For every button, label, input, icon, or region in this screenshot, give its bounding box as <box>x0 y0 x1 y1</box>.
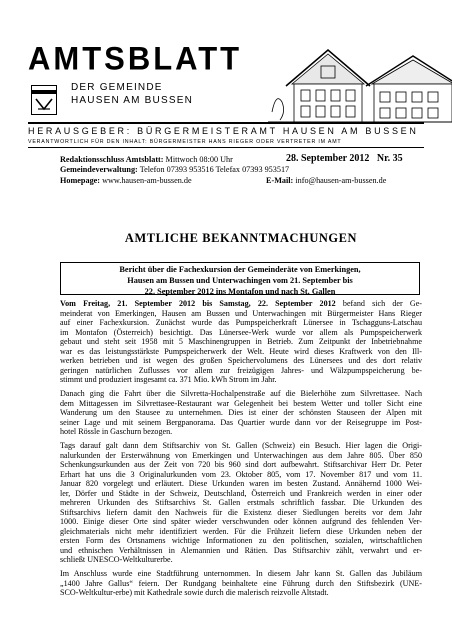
paragraph-line: „1400 Jahre Gallus“ feiern. Der Rundgang beinhaltete eine Führung durch den Stiftsbezirk (UNE- <box>60 578 422 588</box>
article-paragraph <box>60 441 422 565</box>
paragraph-line: Stiftsarchivs liefern damit den Nachweis für die Existenz dieser Siedlungen bereits vor dem Jahr <box>60 507 422 517</box>
administration-phone: Telefon 07393 953516 Telefax 07393 953517 <box>139 165 290 175</box>
publisher-line: HERAUSGEBER: BÜRGERMEISTERAMT HAUSEN AM BUSSEN <box>28 126 419 136</box>
report-heading-line: 22. September 2012 ins Montafon und nach St. Gallen <box>144 286 336 296</box>
paragraph-line: Januar 820 vorgelegt und erläutert. Diese Urkunden waren im besten Zustand. Annähernd 1000 Wei- <box>60 479 422 488</box>
paragraph-line: schließt UNESCO-Weltkulturerbe. <box>60 555 173 564</box>
paragraph-line: Im Anschluss wurde eine Stadtführung unternommen. In diesem Jahr kann St. Gallen das Jubiläum <box>60 569 422 578</box>
paragraph-line: im Montafon (Österreich) besichtigt. Das Lünersee-Werk wurde vor allem als Pumpspeicherwerk <box>60 327 422 337</box>
paragraph-line: 1000. Einige dieser Orte sind später wieder verschwunden oder können aufgrund des fehlenden Ver- <box>60 517 422 526</box>
paragraph-line: Erhart hat uns die 3 Originalurkunden vom 23. Oktober 805, vom 17. November 817 und vom 11. <box>60 469 422 479</box>
paragraph-line: hotel Rössle in Gaschurn bezogen. <box>60 427 173 436</box>
deadline-label: Redaktionsschluss Amtsblatt: <box>60 155 164 164</box>
paragraph-line: gebaut und steht seit 1958 mit 5 Maschinengruppen in Betrieb. Zum Zeitpunkt der Inbetriebnahme <box>60 337 422 346</box>
town-hall-illustration <box>268 42 452 124</box>
paragraph-line: mehreren Urkunden des Stiftsarchivs St. Gallen erstmals schriftlich fassbar. Die Urkunden des <box>60 498 422 507</box>
paragraph-line: nalurkunden der Ersterwähnung von Emerkingen und Unterwachingen aus dem Jahre 805. Über 850 <box>60 450 422 460</box>
report-heading-line: Bericht über die Fachexkursion der Gemeinderäte von Emerkingen, <box>119 265 361 274</box>
paragraph-line: ersten Form des Ortsnamens wichtige Informationen zu den politischen, sozialen, wirtschaftlichen <box>60 536 422 545</box>
article-paragraph <box>60 299 422 385</box>
issue-info <box>60 155 422 186</box>
paragraph-line: SCO-Weltkultur-erbe) mit Kathedrale sowie durch die malerisch reizvolle Altstadt. <box>60 588 329 597</box>
section-title: AMTLICHE BEKANNTMACHUNGEN <box>124 231 358 245</box>
bottom-rule <box>28 147 424 148</box>
homepage-label: Homepage: <box>60 175 101 185</box>
responsible-line: VERANTWORTLICH FÜR DEN INHALT: BÜRGERMEISTER HANS RIEGER ODER VERTRETER IM AMT <box>28 139 342 145</box>
masthead-der-gemeinde: DER GEMEINDE <box>71 82 163 93</box>
paragraph-line: dem Mittagessen im Silvrettasee-Restaurant war Gelegenheit bei bestem Wetter und toller Sicht eine <box>60 398 422 408</box>
masthead-title: AMTSBLATT <box>28 40 243 77</box>
article-body <box>60 299 422 602</box>
report-heading-line: Hausen am Bussen und Unterwachingen vom 21. September bis <box>127 275 353 285</box>
paragraph-line: und ethnischen Verhältnissen in Alemannien und Rätien. Das Stiftsarchiv zählt, verwahrt und er- <box>60 545 422 555</box>
paragraph-line: seiner Lage und mit seinem Bergpanorama. Das Quartier wurde dann vor der Reisegruppe im Post- <box>60 417 422 427</box>
masthead-municipality: HAUSEN AM BUSSEN <box>71 95 194 106</box>
top-rule <box>28 122 424 124</box>
paragraph-line: Wanderung um den Stausee zu unternehmen. Dies ist einer der schönsten Stauseen der Alpen mit <box>60 408 422 417</box>
paragraph-line: geringen natürlichen Zuflusses vor allem zur freizügigen Jahres- und Wälzpumpspeicherung be- <box>60 365 422 375</box>
paragraph-line: Tags darauf galt dann dem Stiftsarchiv von St. Gallen (Schweiz) ein Besuch. Hier lagen die Origi- <box>60 441 422 450</box>
email-link[interactable]: info@hausen-am-bussen.de <box>295 175 387 185</box>
paragraph-line: Danach ging die Fahrt über die Silvretta-Hochalpenstraße auf die Bielerhöhe zum Silvrettasee. Nach <box>60 389 422 398</box>
paragraph-line: auf einer Fachexkursion. Zunächst wurde das Pumpspeicherkraft Lünersee in Tschagguns-Latschau <box>60 318 422 327</box>
paragraph-line: Vom Freitag, 21. September 2012 bis Samstag, 22. September 2012 befand sich der Ge- <box>60 299 422 308</box>
paragraph-line: Schenkungsurkunden aus der Zeit von 720 bis 960 sind dort aufbewahrt. Stiftsarchivar Herr Dr. Peter <box>60 460 422 469</box>
paragraph-line: ler, Dörfer und Städte in der Schweiz, Deutschland, Österreich und Frankreich werden in einer oder <box>60 488 422 498</box>
paragraph-line: war es das leistungsstärkste Pumpspeicherwerk der Welt. Heute wird dieses Kraftwerk von den Ill- <box>60 346 422 356</box>
article-paragraph <box>60 569 422 598</box>
coat-of-arms-icon <box>31 85 57 115</box>
email-label: E-Mail: <box>266 175 294 185</box>
paragraph-line: gleichmaterials nicht mehr identifiziert werden. Für die Frühzeit liefern diese Urkunden neben der <box>60 526 422 536</box>
article-paragraph <box>60 389 422 437</box>
paragraph-line: stimmt und produziert insgesamt ca. 371 Mio. kWh Strom im Jahr. <box>60 375 277 384</box>
issue-date-and-number: 28. September 2012 Nr. 35 <box>286 153 403 164</box>
paragraph-line: werken betrieben und ist wegen des großen Speichervolumens des Lünersees und des dort relativ <box>60 356 422 365</box>
paragraph-line: meinderat von Emerkingen, Hausen am Bussen und Unterwachingen mit Bürgermeister Hans Rieger <box>60 308 422 318</box>
homepage-link[interactable]: www.hausen-am-bussen.de <box>102 175 192 185</box>
deadline-value: Mittwoch 08:00 Uhr <box>165 155 233 164</box>
report-heading-box <box>60 262 420 295</box>
masthead <box>28 42 420 122</box>
administration-label: Gemeindeverwaltung: <box>60 165 138 175</box>
